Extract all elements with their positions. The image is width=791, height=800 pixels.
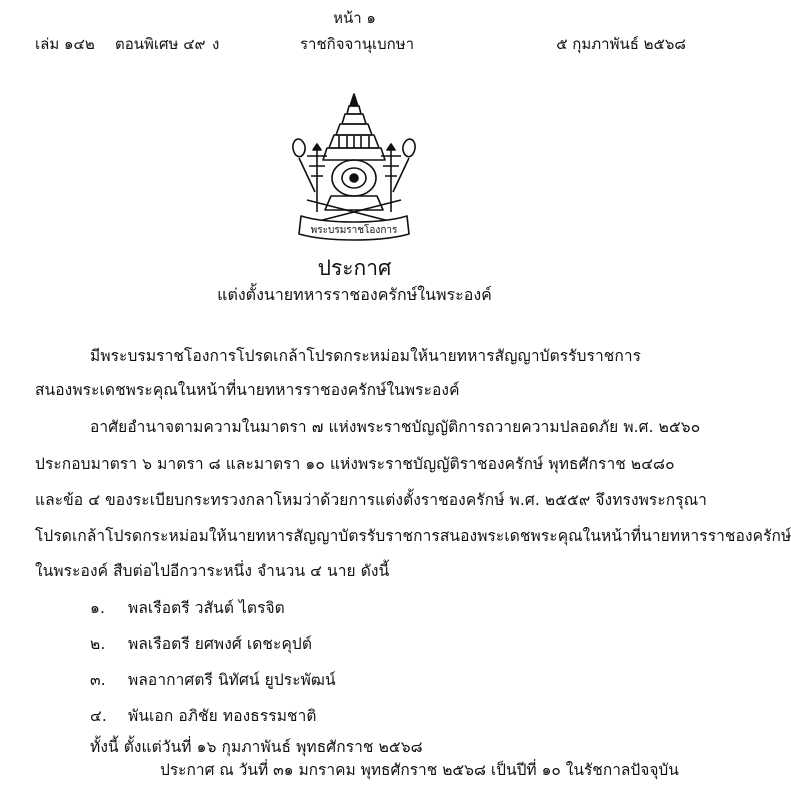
- appointee-name: พันเอก อภิชัย ทองธรรมชาติ: [128, 707, 317, 725]
- paragraph-line: มีพระบรมราชโองการโปรดเกล้าโปรดกระหม่อมให้นายทหารสัญญาบัตรรับราชการ: [90, 347, 642, 365]
- appointee-number: ๑.: [90, 599, 105, 617]
- volume-number: เล่ม ๑๔๒: [35, 35, 95, 53]
- appointee-name: พลอากาศตรี นิทัศน์ ยูประพัฒน์: [128, 671, 336, 689]
- paragraph-line: อาศัยอำนาจตามความในมาตรา ๗ แห่งพระราชบัญญัติการถวายความปลอดภัย พ.ศ. ๒๕๖๐: [90, 418, 701, 436]
- paragraph-line: ในพระองค์ สืบต่อไปอีกวาระหนึ่ง จำนวน ๔ นาย ดังนี้: [35, 562, 390, 580]
- appointee-name: พลเรือตรี ยศพงศ์ เดชะคุปต์: [128, 635, 313, 653]
- effective-date: ทั้งนี้ ตั้งแต่วันที่ ๑๖ กุมภาพันธ์ พุทธศักราช ๒๕๖๘: [90, 738, 423, 756]
- document-subtitle: แต่งตั้งนายทหารราชองครักษ์ในพระองค์: [217, 285, 492, 304]
- paragraph-line: และข้อ ๔ ของระเบียบกระทรวงกลาโหมว่าด้วยการแต่งตั้งราชองครักษ์ พ.ศ. ๒๕๕๙ จึงทรงพระกรุณา: [35, 491, 707, 509]
- gazette-name: ราชกิจจานุเบกษา: [300, 35, 415, 53]
- document-title: ประกาศ: [317, 256, 392, 280]
- page-number: หน้า ๑: [333, 9, 376, 27]
- appointee-number: ๓.: [90, 671, 106, 689]
- emblem-banner-text: พระบรมราชโองการ: [310, 225, 398, 236]
- announcement-date: ประกาศ ณ วันที่ ๓๑ มกราคม พุทธศักราช ๒๕๖๘ เป็นปีที่ ๑๐ ในรัชกาลปัจจุบัน: [160, 761, 679, 779]
- appointee-number: ๔.: [90, 707, 107, 725]
- paragraph-line: ประกอบมาตรา ๖ มาตรา ๘ และมาตรา ๑๐ แห่งพระราชบัญญัติราชองครักษ์ พุทธศักราช ๒๔๘๐: [35, 455, 675, 473]
- paragraph-line: สนองพระเดชพระคุณในหน้าที่นายทหารราชองครักษ์ในพระองค์: [35, 381, 460, 399]
- section-letter: ง: [212, 35, 220, 53]
- royal-emblem-icon: [287, 92, 422, 240]
- issue-number: ตอนพิเศษ ๔๙: [115, 35, 206, 53]
- appointee-number: ๒.: [90, 635, 106, 653]
- appointee-name: พลเรือตรี วสันต์ ไตรจิต: [128, 599, 285, 617]
- publication-date: ๕ กุมภาพันธ์ ๒๕๖๘: [556, 35, 686, 53]
- paragraph-line: โปรดเกล้าโปรดกระหม่อมให้นายทหารสัญญาบัตรรับราชการสนองพระเดชพระคุณในหน้าที่นายทหารราชองครักษ์: [35, 527, 791, 545]
